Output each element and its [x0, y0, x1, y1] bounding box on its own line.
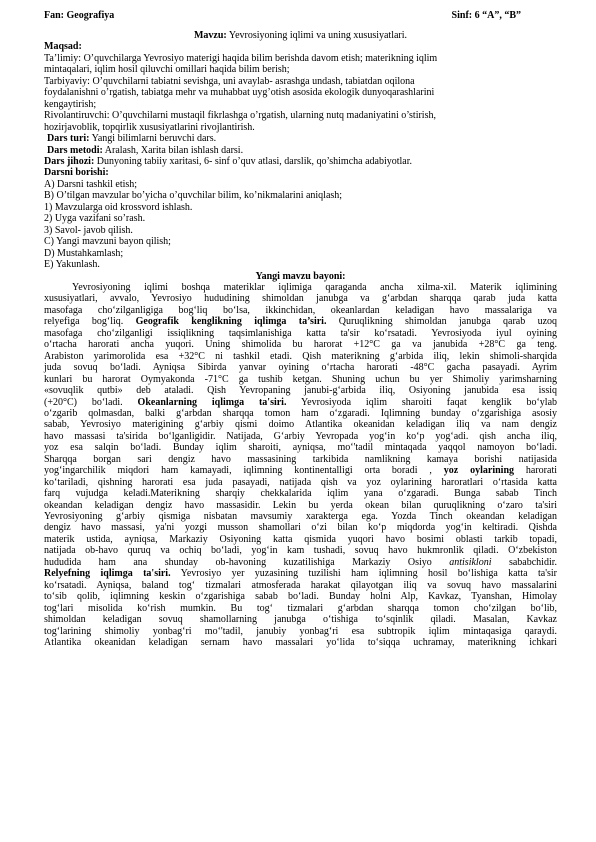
- subject-label: Fan: Geografiya: [44, 10, 115, 21]
- text-line: farq vujudga keladi.Materikning sharqiy chekkalarida iqlim yana o‘zgaradi. Bunga sabab Tinch: [44, 488, 557, 500]
- text-run: harorati: [514, 465, 558, 477]
- procedure-step: 2) Uyga vazifani so’rash.: [44, 213, 146, 225]
- text-line: tog‘larining shimoliy yonbag‘ri mo‘'tadil, janubiy yonbag‘ri esa subtropik iqlim mintaqasiga qaraydi.: [44, 625, 557, 637]
- text-line: yoz esa salqin bo‘ladi. Bunday iqlim sharoiti, ayniqsa, mo‘'tadil mintaqada yaqqol namoyon bo‘ladi.: [44, 442, 557, 454]
- topic-text: Yevrosiyoning iqlimi va uning xususiyatlari.: [226, 30, 408, 41]
- procedure-step: B) O’tilgan mavzular bo’yicha o’quvchilar bilim, ko’nikmalarini aniqlash;: [44, 190, 343, 202]
- procedure-step: D) Mustahkamlash;: [44, 247, 124, 259]
- lesson-method: [44, 145, 557, 156]
- text-run: (+20°C) bo‘ladi.: [44, 396, 123, 408]
- text-line: materik ustida, ayniqsa, Markaziy Osiyoning katta qismida yuqori havo bosimi oblasti tarkib topadi,: [44, 533, 557, 545]
- topic-label: Mavzu:: [193, 30, 227, 41]
- procedure-step: C) Yangi mavzuni bayon qilish;: [44, 236, 171, 248]
- equipment: [44, 156, 557, 167]
- class-label: Sinf: 6 “A”, “B”: [451, 10, 521, 21]
- bold-run: yoz oylarining: [443, 465, 515, 477]
- text-run: Yevrosiyo yer yuzasining tuzilishi ham iqlimning hosil bo‘lishiga katta ta'sir: [170, 568, 557, 580]
- goal-line: foydalanishni o’rgatish, tabiatga mehr va muhabbat uyg’otish asosida ekologik dunyoqarashlarini: [44, 87, 435, 99]
- text-line: Yevrosiyoning iqlimi boshqa materiklar iqlimiga qaraganda ancha xilma-xil. Materik iqlimining: [72, 281, 557, 293]
- goal-line: hozirjavoblik, topqirlik xususiyatlarini rivojlantirish.: [44, 121, 255, 133]
- equipment-label: Dars jihozi:: [44, 155, 95, 167]
- lesson-type-text: Yangi bilimlarni beruvchi dars.: [89, 133, 217, 145]
- text-line: Sharqqa borgan sari dengiz havo massasining tarkibida namlikning kamaya borishi natijasida: [44, 453, 557, 465]
- text-line: ko‘tariladi, qishning harorati esa juda pasayadi, natijada qish va yoz oylarining haroratlari o‘rtasida katta: [44, 476, 557, 488]
- goal-line: Tarbiyaviy: O’quvchilarni tabiatni sevishga, uni avaylab- asrashga undash, tabiatdan oqilona: [44, 75, 415, 87]
- subheading-relief: Relyefning iqlimga ta'siri.: [44, 568, 171, 580]
- text-line: [44, 316, 557, 327]
- text-line: dengiz havo massasi, ya'ni yozgi musson shamollari o‘zi bilan ko‘p miqdorda yog‘in keltiradi. Qishda: [44, 522, 557, 534]
- lesson-method-label: Dars metodi:: [47, 144, 103, 156]
- text-run: Yevrosiyoda iqlim sharoiti faqat kenglik bo‘ylab: [286, 396, 558, 408]
- text-run: yog‘ingarchilik miqdori ham kamayadi, iqlimning kontinentalligi orta boradi ,: [44, 465, 432, 477]
- text-line: shimoldan keladigan sovuq shamollarning janubga o‘tishiga to‘sqinlik qiladi. Masalan, Kavkaz: [44, 614, 557, 626]
- paragraph-climate: [44, 282, 557, 568]
- text-line: juda sovuq bo‘ladi. Ayniqsa Sibirda yanvar oyining o‘rtacha harorati -48°C gacha pasayadi. Ayrim: [44, 362, 557, 374]
- lesson-method-text: Aralash, Xarita bilan ishlash darsi.: [102, 144, 244, 156]
- procedure-heading: Darsni borishi:: [44, 167, 109, 179]
- text-line: o‘zgarib qolmasdan, balki g‘arbdan sharqqa tomon ham o‘zgaradi. Iqlimning bunday o‘zgarishiga asosiy: [44, 407, 557, 419]
- goal-line: Ta’limiy: O’quvchilarga Yevrosiyo materigi haqida bilim berishda davom etish; materikning iqlim: [44, 52, 438, 64]
- paragraph-relief: [44, 568, 557, 648]
- text-line: [44, 397, 557, 408]
- topic-line: [44, 30, 557, 41]
- text-run: Quruqlikning shimoldan janubga qarab uzoq: [326, 316, 558, 328]
- text-line: Arabiston yarimorolida esa +32°C ni tashkil etadi. Qish materikning g‘arbida iliq, lekin shimoli-sharqida: [44, 350, 557, 362]
- new-topic-heading: Yangi mavzu bayoni:: [255, 270, 346, 282]
- text-line: havo massasi ta'sirida bo‘lganligidir. Natijada, G‘arbiy Yevropada yog‘in ko‘p yog‘adi. qish ancha iliq,: [44, 430, 557, 442]
- text-run: sababchidir.: [491, 556, 557, 568]
- procedure-step: 1) Mavzularga oid krossvord ishlash.: [44, 201, 193, 213]
- goal-line: mintaqalari, iqlim hosil qiluvchi omillari haqida bilim berish;: [44, 64, 290, 76]
- equipment-text: Dunyoning tabiiy xaritasi, 6- sinf o’quv atlasi, darslik, qo’shimcha adabiyotlar.: [94, 155, 413, 167]
- text-line: o‘rtacha harorati ancha yuqori. Uning shimolida bu harorat +12°C ga va janubida +28°C ga teng.: [44, 339, 557, 351]
- goals-heading: Maqsad:: [44, 41, 82, 53]
- text-run: relyefiga bog‘liq.: [44, 316, 124, 328]
- text-line: ko‘rsatadi. Ayniqsa, baland tog‘ tizmalari atmosferada harakat qilayotgan iliq va sovuq havo massalarini: [44, 579, 557, 591]
- text-line: Yevrosiyoning g‘arbiy qismiga nisbatan mavsumiy xarakterga ega. Yozda Tinch okeandan keladigan: [44, 511, 557, 523]
- text-line: sabab, Yevrosiyo materigining g‘arbiy qismi doimo Atlantika okeanidan keladigan iliq va nam dengiz: [44, 419, 557, 431]
- text-line: kunlari bu harorat Oymyakonda -71°C ga tushib ketgan. Shuning uchun bu yer Shimoliy yarimsharning: [44, 373, 557, 385]
- text-line: [44, 557, 557, 568]
- text-line: Atlantika okeanidan keladigan sernam havo massalari yo‘lida to‘siqqa uchramay, materikning ichkari: [44, 637, 557, 649]
- text-line: to‘sib qolib, iqlimning keskin o‘zgarishiga sabab bo‘ladi. Bunday holni Alp, Kavkaz, Tyanshan, Himolay: [44, 591, 557, 603]
- lesson-type-label: Dars turi:: [47, 133, 90, 145]
- italic-run: antisikloni: [449, 556, 492, 568]
- procedure-step: A) Darsni tashkil etish;: [44, 178, 138, 190]
- procedure-step: 3) Savol- javob qilish.: [44, 224, 133, 236]
- subheading-oceans: Okeanlarning iqlimga ta'siri.: [137, 396, 287, 408]
- text-line: natijada ob-havo quruq va ochiq bo‘ladi, yog‘in kam tushadi, sovuq havo hukmronlik qiladi. O‘zbekiston: [44, 545, 557, 557]
- goal-line: Rivolantiruvchi: O’quvchilarni mustaqil fikrlashga o’rgatish, ularning nutq madaniyatini o’stirish,: [44, 110, 436, 122]
- text-line: okeandan keladigan dengiz havo massasidir. Lekin bu yerda okean bilan quruqlikning o‘zaro ta'siri: [44, 499, 557, 511]
- text-line: masofaga cho‘zilganligiga bog‘liq bo‘lsa, ikkinchidan, okeanlardan keladigan havo massalariga va: [44, 304, 557, 316]
- text-line: masofaga cho‘zilganligi issiqlikning taqsimlanishiga katta ta'sir ko‘rsatadi. Yevrosiyoda iyul oyining: [44, 327, 557, 339]
- text-line: tog‘lari misolida ko‘rish mumkin. Bu tog‘ tizmalari g‘arbdan sharqqa tomon cho‘zilgan bo‘lib,: [44, 602, 557, 614]
- text-run: hududida ham ana shunday ob-havoning kuzatilishiga Markaziy Osiyo: [44, 556, 432, 568]
- text-line: [44, 568, 557, 579]
- document-header: [44, 10, 557, 22]
- text-line: «sovuqlik qutbi» deb ataladi. Qish Yevropaning janubi-g‘arbida iliq, Osiyoning janubida esa issiq: [44, 385, 557, 397]
- text-line: [44, 465, 557, 476]
- document-page: [44, 10, 557, 648]
- lesson-type: [44, 133, 557, 144]
- text-line: xususiyatlari, avvalo, Yevrosiyo hududining shimoldan janubga va g‘arbdan sharqqa qarab juda katta: [44, 293, 557, 305]
- subheading-latitude: Geografik kenglikning iqlimga ta’siri.: [135, 316, 327, 328]
- goal-line: kengaytirish;: [44, 98, 97, 110]
- procedure-step: E) Yakunlash.: [44, 259, 100, 271]
